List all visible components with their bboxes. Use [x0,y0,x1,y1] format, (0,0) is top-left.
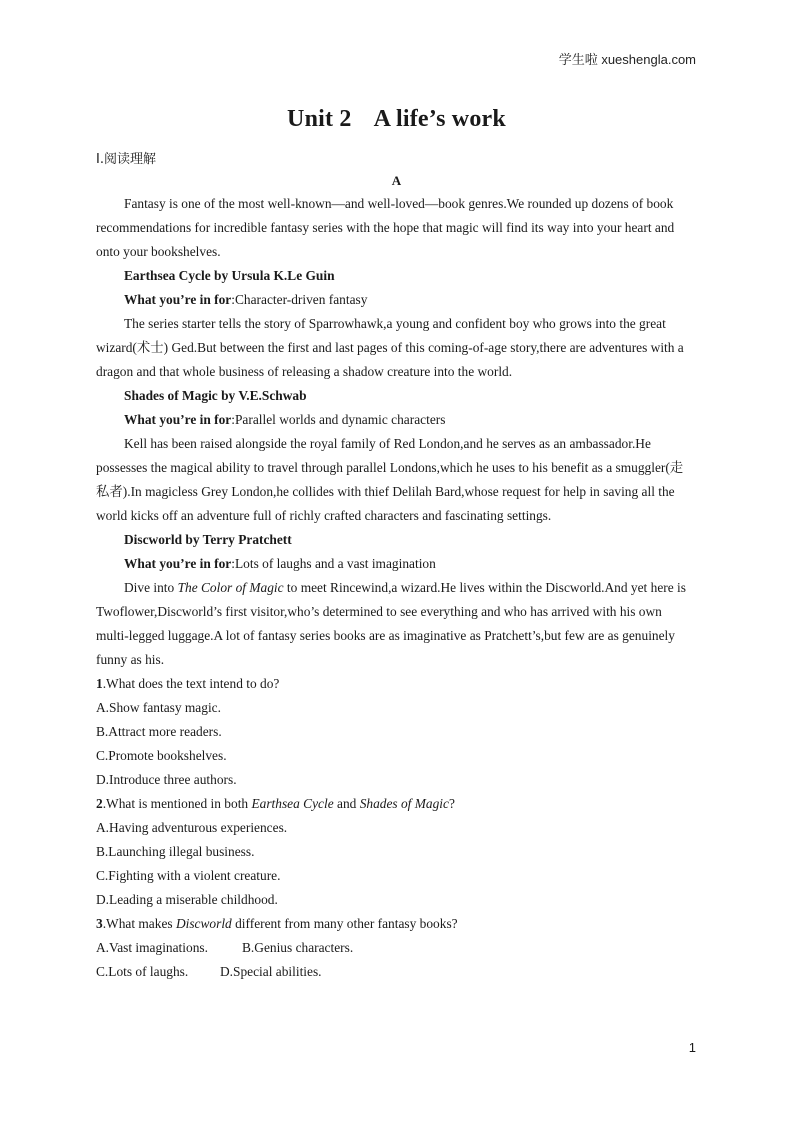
book-title-italic: Discworld [175,916,232,931]
option-item: A.Show fantasy magic. [96,700,221,715]
page-number: 1 [688,1040,696,1055]
passage-content [96,192,696,984]
option-item: C.Promote bookshelves. [96,748,227,763]
section-heading: Ⅰ.阅读理解 [96,152,156,167]
genre-value: Lots of laughs and a vast imagination [234,556,436,571]
option-item: D.Introduce three authors. [96,772,237,787]
book-heading: Shades of Magic by V.E.Schwab [124,388,307,403]
option-item: D.Leading a miserable childhood. [96,892,278,907]
book-title-italic: The Color of Magic [177,580,284,595]
genre-sep: : [231,412,235,427]
passage-letter: A [391,173,402,188]
option-item: C.Fighting with a violent creature. [96,868,281,883]
book-genre [96,408,696,432]
book-title-italic: Earthsea Cycle [251,796,334,811]
book-heading: Discworld by Terry Pratchett [124,532,292,547]
question-text: .What makes [102,916,176,931]
option-row [96,960,696,984]
question-text: different from many other fantasy books? [231,916,458,931]
question-3 [96,912,696,936]
option-item: D.Special abilities. [220,964,322,979]
option-row [96,936,696,960]
unit-name: A life’s work [373,106,506,132]
page-header-site: 学生啦 xueshengla.com [558,52,696,67]
option-item: B.Genius characters. [242,940,354,955]
genre-label: What you’re in for [124,412,232,427]
book-description: The series starter tells the story of Sparrowhawk,a young and confident boy who grows into the great wizard(术士) Ged.But between the first and last pages of this coming-of-age story,there are adventures with a dragon and that whole business of releasing a shadow creature into the world. [96,316,684,379]
book-description [96,576,696,672]
genre-sep: : [231,292,235,307]
book-heading: Earthsea Cycle by Ursula K.Le Guin [124,268,335,283]
genre-value: Parallel worlds and dynamic characters [234,412,446,427]
question-text: and [333,796,360,811]
question-text: .What does the text intend to do? [102,676,280,691]
unit-number: Unit 2 [287,106,352,132]
book-title-italic: Shades of Magic [359,796,449,811]
question-number: 1 [96,676,103,691]
desc-text: Dive into [124,580,178,595]
genre-sep: : [231,556,235,571]
question-text: .What is mentioned in both [102,796,252,811]
book-genre [96,552,696,576]
question-1 [96,672,696,696]
intro-paragraph: Fantasy is one of the most well-known—and well-loved—book genres.We rounded up dozens of book recommendations for incredible fantasy series with the hope that magic will find its way into your heart and onto your bookshelves. [96,196,675,259]
desc-text: to meet Rincewind,a wizard.He lives within the Discworld.And yet here is Twoflower,Discworld’s first visitor,who’s determined to see everything and who has arrived with his own multi-legged luggage.A lot of fantasy series books are as imaginative as Pratchett’s,but few are as genuinely funny as his. [96,580,686,667]
option-item: C.Lots of laughs. [96,964,189,979]
genre-label: What you’re in for [124,556,232,571]
question-text: ? [448,796,455,811]
book-description: Kell has been raised alongside the royal family of Red London,and he serves as an ambassador.He possesses the magical ability to travel through parallel Londons,which he uses to his benefit as a smuggler(走私者).In magicless Grey London,he collides with thief Delilah Bard,whose request for help in saving all the world kicks off an adventure full of richly crafted characters and fascinating settings. [96,436,684,523]
option-item: B.Launching illegal business. [96,844,255,859]
option-item: B.Attract more readers. [96,724,222,739]
option-item: A.Vast imaginations. [96,940,208,955]
option-item: A.Having adventurous experiences. [96,820,288,835]
page-title [0,106,793,133]
genre-value: Character-driven fantasy [234,292,368,307]
question-number: 3 [96,916,103,931]
genre-label: What you’re in for [124,292,232,307]
question-2 [96,792,696,816]
question-number: 2 [96,796,103,811]
book-genre [96,288,696,312]
